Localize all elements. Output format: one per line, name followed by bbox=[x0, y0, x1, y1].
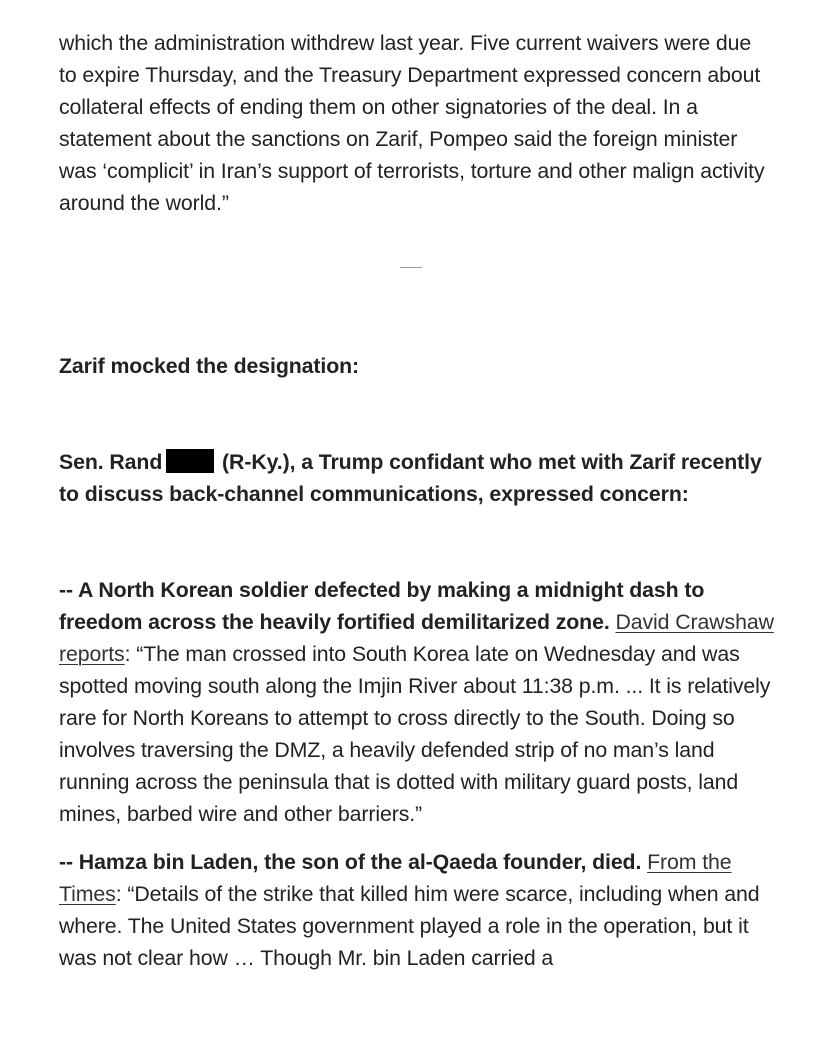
hamza-quote: : “Details of the strike that killed him were scarce, including when and where. The United States government played a role in the operation, but it was not clear how … Though Mr. bin Laden carried a bbox=[59, 882, 760, 970]
redaction-block bbox=[166, 449, 214, 473]
paragraph-sanctions-waivers: which the administration withdrew last year. Five current waivers were due to expire Thursday, and the Treasury Department expressed concern about collateral effects of ending them on other signatories of the deal. In a statement about the sanctions on Zarif, Pompeo said the foreign minister was ‘complicit’ in Iran’s support of terrorists, torture and other malign activity around the world.” bbox=[59, 31, 765, 215]
north-korea-paragraph bbox=[59, 574, 774, 830]
hamza-paragraph bbox=[59, 846, 774, 974]
article-body bbox=[59, 27, 774, 974]
hamza-lead: -- Hamza bin Laden, the son of the al-Qaeda founder, died. bbox=[59, 850, 642, 874]
rand-after-text: (R-Ky.), a Trump confidant who met with Zarif recently to discuss back-channel communications, expressed concern: bbox=[59, 450, 762, 506]
north-korea-lead: -- A North Korean soldier defected by making a midnight dash to freedom across the heavily fortified demilitarized zone. bbox=[59, 578, 705, 634]
zarif-mocked-heading: Zarif mocked the designation: bbox=[59, 354, 360, 378]
section-divider-wrap bbox=[59, 251, 774, 283]
section-divider bbox=[400, 267, 422, 268]
north-korea-quote: : “The man crossed into South Korea late on Wednesday and was spotted moving south along the Imjin River about 11:38 p.m. ... It is relatively rare for North Koreans to attempt to cross directly to the South. Doing so involves traversing the DMZ, a heavily defended strip of no man’s land running across the peninsula that is dotted with military guard posts, land mines, barbed wire and other barriers.” bbox=[59, 642, 771, 826]
rand-before-text: Sen. Rand bbox=[59, 450, 163, 474]
times-link[interactable]: From the Times bbox=[59, 850, 732, 906]
rand-paul-paragraph bbox=[59, 446, 774, 510]
crawshaw-report-link[interactable]: David Crawshaw reports bbox=[59, 610, 774, 666]
